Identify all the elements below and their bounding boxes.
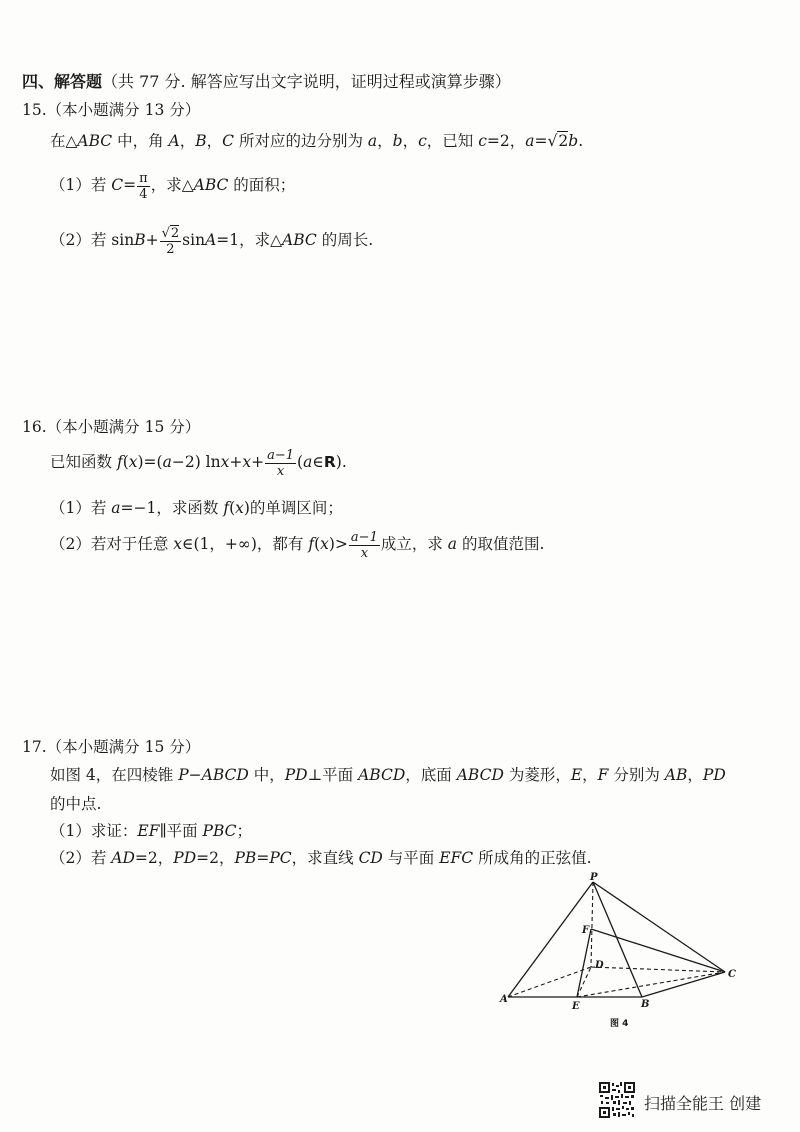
watermark-text: 扫描全能王 创建 <box>644 1094 762 1113</box>
segment-EC-dashed <box>577 972 725 997</box>
scanner-watermark <box>598 1081 788 1121</box>
label-D: D <box>595 960 604 971</box>
label-B: B <box>641 999 650 1010</box>
fraction-sqrt2-over-2: $\frac{√2}{2}$ <box>161 225 180 257</box>
q17-header: 17.（本小题满分 15 分） <box>22 738 201 756</box>
edge-DC-dashed <box>591 967 725 972</box>
label-C: C <box>728 969 736 980</box>
segment-ED-dashed <box>577 967 591 997</box>
section-note: （共 77 分. 解答应写出文字说明，证明过程或演算步骤） <box>102 72 511 91</box>
q15-part2: （2）若 sinB+ $\frac{√2}{2}$ sinA=1，求△ABC 的周长. <box>50 225 374 257</box>
q15-stem: 在△ABC 中，角 A，B，C 所对应的边分别为 a，b，c，已知 c=2，a=√2b. <box>50 132 584 150</box>
figure-caption: 图 4 <box>610 1019 629 1029</box>
label-F: F <box>582 925 590 936</box>
segment-EF <box>577 929 591 997</box>
edge-PD-dashed <box>591 882 593 967</box>
q17-part2: （2）若 AD=2，PD=2，PB=PC，求直线 CD 与平面 EFC 所成角的正弦值. <box>50 849 592 867</box>
section-title-line <box>22 72 511 92</box>
segment-FC <box>591 929 725 972</box>
q16-part1: （1）若 a=−1，求函数 f(x)的单调区间； <box>50 499 343 517</box>
q17-part1: （1）求证：EF∥平面 PBC； <box>50 822 253 840</box>
pyramid-figure <box>497 872 747 1032</box>
q16-header: 16.（本小题满分 15 分） <box>22 418 201 436</box>
fraction-a-minus-1-over-x-2: $\frac{a-1}{x}$ <box>350 529 378 561</box>
section-title: 四、解答题 <box>22 72 103 91</box>
label-P: P <box>590 872 598 883</box>
fraction-a-minus-1-over-x: $\frac{a-1}{x}$ <box>267 447 295 479</box>
q16-part2: （2）若对于任意 x∈(1，+∞)，都有 f(x)> $\frac{a-1}{x}$ 成立，求 a 的取值范围. <box>50 529 545 561</box>
q15-header: 15.（本小题满分 13 分） <box>22 101 201 119</box>
label-E: E <box>572 1001 580 1012</box>
fraction-pi-over-4: $\frac{\pi}{4}$ <box>139 170 148 202</box>
q17-stem-line1: 如图 4，在四棱锥 P−ABCD 中，PD⊥平面 ABCD，底面 ABCD 为菱形，E，F 分别为 AB，PD <box>50 766 726 784</box>
edge-BC <box>642 972 725 997</box>
q15-part1: （1）若 C= $\frac{\pi}{4}$ ，求△ABC 的面积； <box>50 170 296 202</box>
label-A: A <box>500 994 508 1005</box>
q16-stem: 已知函数 f(x)=(a−2) lnx+x+ $\frac{a-1}{x}$ (a∈R). <box>50 447 347 479</box>
qr-code-icon <box>598 1081 636 1119</box>
q17-stem-line2: 的中点. <box>50 795 102 813</box>
